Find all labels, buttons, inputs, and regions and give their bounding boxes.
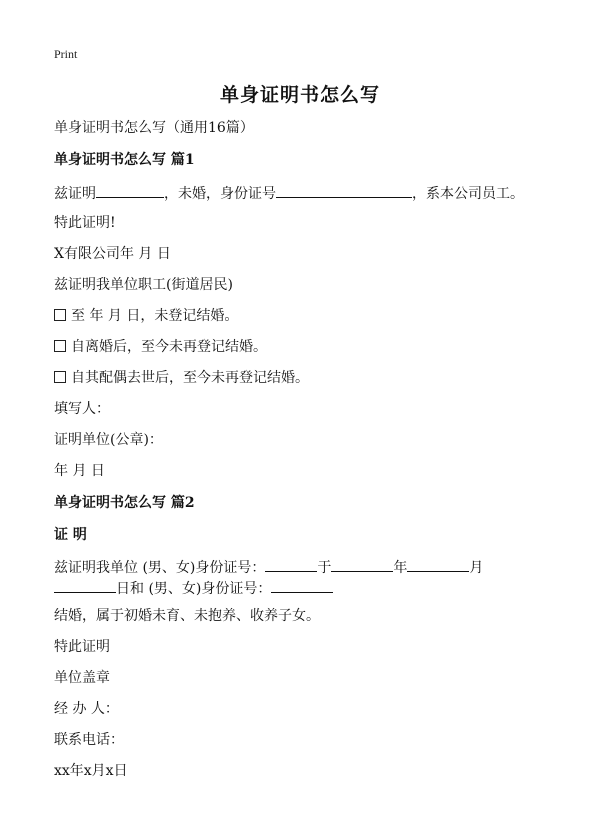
- section2-line1-part-d: 月: [469, 560, 484, 576]
- section1-line1-part-c: ，系本公司员工。: [412, 186, 524, 202]
- checkbox-icon: [54, 371, 66, 383]
- section1-option3: [54, 369, 574, 387]
- section2-subheading: 证 明: [54, 527, 87, 543]
- section2-line1-part-b: 于: [317, 560, 332, 576]
- blank-month: [407, 557, 469, 572]
- print-label: Print: [54, 47, 78, 61]
- section2-line2-part-a: 日和 (男、女)身份证号：: [116, 581, 272, 597]
- section1-line2: 特此证明!: [54, 215, 116, 231]
- checkbox-icon: [54, 340, 66, 352]
- page-title: 单身证明书怎么写: [219, 84, 380, 106]
- section1-line1-part-b: ，未婚，身份证号: [164, 186, 276, 202]
- blank-year: [331, 557, 393, 572]
- blank-id-1: [265, 557, 317, 572]
- section2-line6: 经 办 人：: [54, 701, 119, 717]
- intro-line: 单身证明书怎么写（通用16篇）: [54, 120, 254, 136]
- section1-line3: X有限公司年 月 日: [54, 246, 171, 262]
- section1-unit: 证明单位(公章)：: [54, 432, 163, 448]
- section2-line7: 联系电话：: [54, 732, 124, 748]
- section2-line1: [54, 557, 574, 577]
- checkbox-icon: [54, 309, 66, 321]
- section2-line4: 特此证明: [54, 639, 110, 655]
- blank-id-2: [271, 578, 333, 593]
- blank-name: [96, 183, 164, 198]
- section1-option2: [54, 338, 574, 356]
- section1-line1: [54, 183, 574, 203]
- option1-text: 至 年 月 日，未登记结婚。: [71, 308, 239, 324]
- section2-heading: 单身证明书怎么写 篇2: [54, 495, 195, 511]
- section2-line8: xx年x月x日: [54, 763, 128, 779]
- section2-line2: [54, 578, 574, 598]
- section1-option1: [54, 307, 574, 325]
- section1-line4: 兹证明我单位职工(街道居民): [54, 277, 233, 293]
- blank-day: [54, 578, 116, 593]
- option3-text: 自其配偶去世后，至今未再登记结婚。: [71, 370, 309, 386]
- section2-line1-part-c: 年: [393, 560, 408, 576]
- section2-line3: 结婚，属于初婚未育、未抱养、收养子女。: [54, 608, 320, 624]
- section2-line5: 单位盖章: [54, 670, 110, 686]
- section2-line1-part-a: 兹证明我单位 (男、女)身份证号：: [54, 560, 266, 576]
- section1-line1-part-a: 兹证明: [54, 186, 96, 202]
- blank-id-number: [276, 183, 412, 198]
- option2-text: 自离婚后，至今未再登记结婚。: [71, 339, 267, 355]
- section1-heading: 单身证明书怎么写 篇1: [54, 152, 195, 168]
- section1-filler: 填写人：: [54, 401, 110, 417]
- section1-date: 年 月 日: [54, 463, 105, 479]
